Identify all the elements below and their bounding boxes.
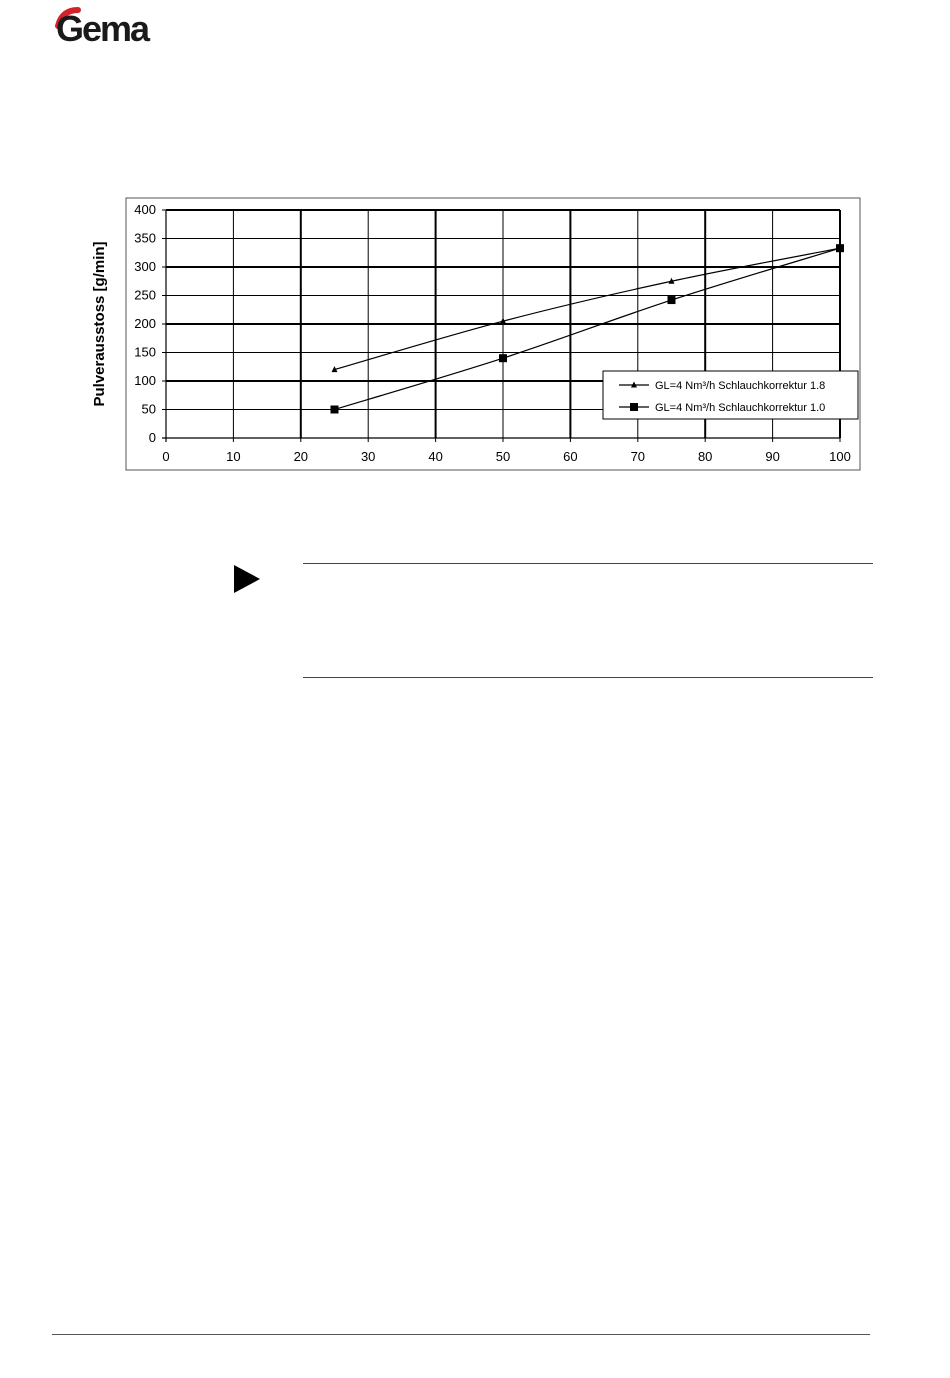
y-tick-label: 0: [148, 430, 156, 445]
y-tick-label: 50: [141, 401, 156, 417]
x-tick-label: 50: [495, 449, 511, 464]
footer-rule: [52, 1334, 870, 1335]
x-tick-label: 70: [630, 449, 646, 464]
y-tick-label: 100: [134, 373, 156, 388]
legend-marker-square: [630, 403, 638, 411]
y-tick-label: 200: [134, 316, 156, 331]
x-tick-label: 80: [697, 449, 713, 464]
x-tick-label: 10: [226, 449, 241, 464]
y-tick-label: 250: [134, 287, 156, 303]
legend-label: GL=4 Nm³/h Schlauchkorrektur 1.0: [655, 402, 826, 414]
x-tick-label: 100: [829, 449, 851, 464]
y-tick-label: 350: [134, 230, 156, 246]
chart-svg: [80, 190, 870, 480]
data-point-square: [836, 244, 844, 252]
x-tick-label: 90: [765, 449, 780, 464]
legend-layer: [603, 371, 858, 419]
data-point-square: [499, 354, 507, 362]
y-tick-label: 150: [134, 344, 156, 360]
note-rule-top: [303, 563, 873, 564]
x-tick-label: 0: [162, 449, 170, 464]
x-tick-label: 40: [428, 449, 443, 464]
note-arrow-icon: [234, 565, 260, 593]
gema-logo: [52, 4, 172, 54]
data-point-square: [668, 296, 676, 304]
x-tick-label: 60: [563, 449, 578, 464]
x-tick-label: 20: [293, 449, 309, 464]
x-tick-label: 30: [360, 449, 376, 464]
y-tick-label: 400: [134, 202, 156, 217]
y-tick-label: 300: [134, 259, 156, 274]
note-rule-bottom: [303, 677, 873, 678]
y-axis-label: Pulverausstoss [g/min]: [91, 241, 108, 407]
legend-label: GL=4 Nm³/h Schlauchkorrektur 1.8: [655, 380, 826, 392]
powder-output-chart: [80, 190, 870, 480]
data-point-square: [331, 406, 339, 414]
logo-text: Gema: [56, 8, 149, 49]
